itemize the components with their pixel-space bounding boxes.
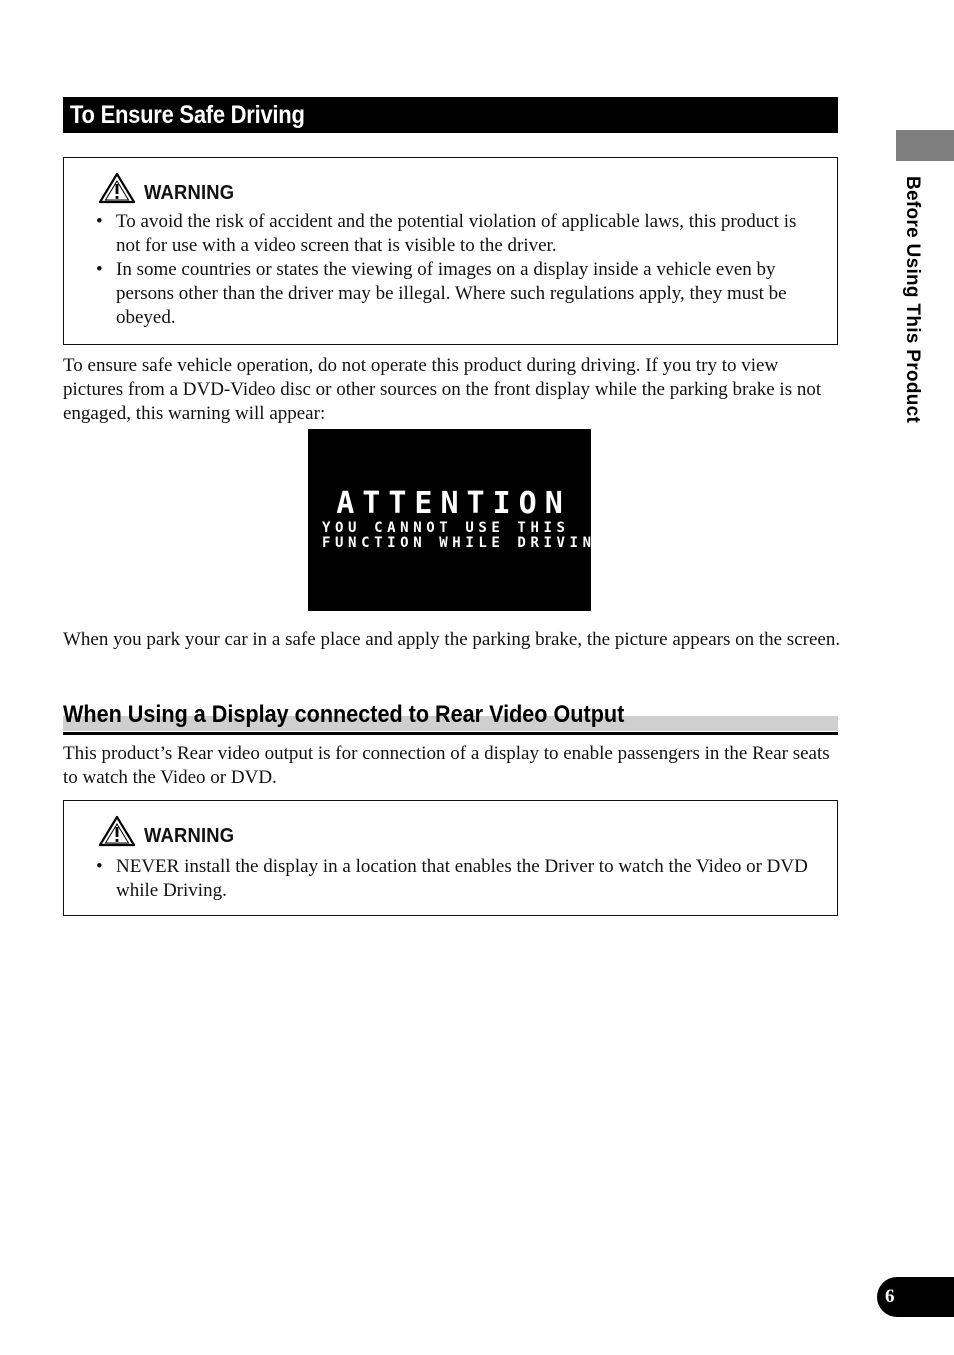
warning-box-safe-driving [63,157,838,345]
warning-triangle-icon [98,172,136,204]
warning-triangle-icon [98,815,136,847]
side-section-label [896,176,924,466]
page-number: 6 [885,1286,895,1307]
warning-bullet-item [94,258,813,330]
side-section-label-text: Before Using This Product [902,176,923,424]
rear-video-intro-paragraph: This product’s Rear video output is for connection of a display to enable passengers in the Rear seats to watch the Video or DVD. [63,743,830,788]
attention-screen-line: YOU CANNOT USE THIS [322,520,570,536]
warning-bullet-list [94,210,813,330]
warning-bullet-item [94,855,813,903]
page-number-tab [877,1277,954,1317]
subsection-heading-rear-video [63,700,838,735]
attention-screen-image [308,429,609,611]
warning-bullet-text: In some countries or states the viewing of images on a display inside a vehicle even by persons other than the driver may be illegal. Where such regulations apply, they must be obeyed. [116,259,787,328]
attention-screen-line: FUNCTION WHILE DRIVING [322,535,609,551]
warning-bullet-item [94,210,813,258]
warning-box-rear-video [63,800,838,916]
warning-label: WARNING [144,182,235,204]
warning-bullet-list [94,855,813,903]
section-title-safe-driving [63,97,838,133]
safe-driving-intro-paragraph: To ensure safe vehicle operation, do not operate this product during driving. If you try to view pictures from a DVD-Video disc or other sources on the front display while the parking brake is not engaged, this warning will appear: [63,355,822,424]
parking-brake-paragraph: When you park your car in a safe place and apply the parking brake, the picture appears on the screen. [63,629,841,650]
subsection-heading-text: When Using a Display connected to Rear Video Output [63,701,625,728]
section-tab-marker [896,130,954,161]
bullet-dot: • [96,211,103,232]
bullet-dot: • [96,856,103,877]
attention-screen-title: ATTENTION [336,486,571,521]
section-title-text: To Ensure Safe Driving [70,101,305,129]
warning-bullet-text: NEVER install the display in a location that enables the Driver to watch the Video or DVD while Driving. [116,856,808,901]
heading-rule [63,732,838,735]
bullet-dot: • [96,259,103,280]
warning-header [98,811,242,847]
warning-header [98,168,242,204]
warning-bullet-text: To avoid the risk of accident and the potential violation of applicable laws, this product is not for use with a video screen that is visible to the driver. [116,211,797,256]
warning-label: WARNING [144,825,235,847]
